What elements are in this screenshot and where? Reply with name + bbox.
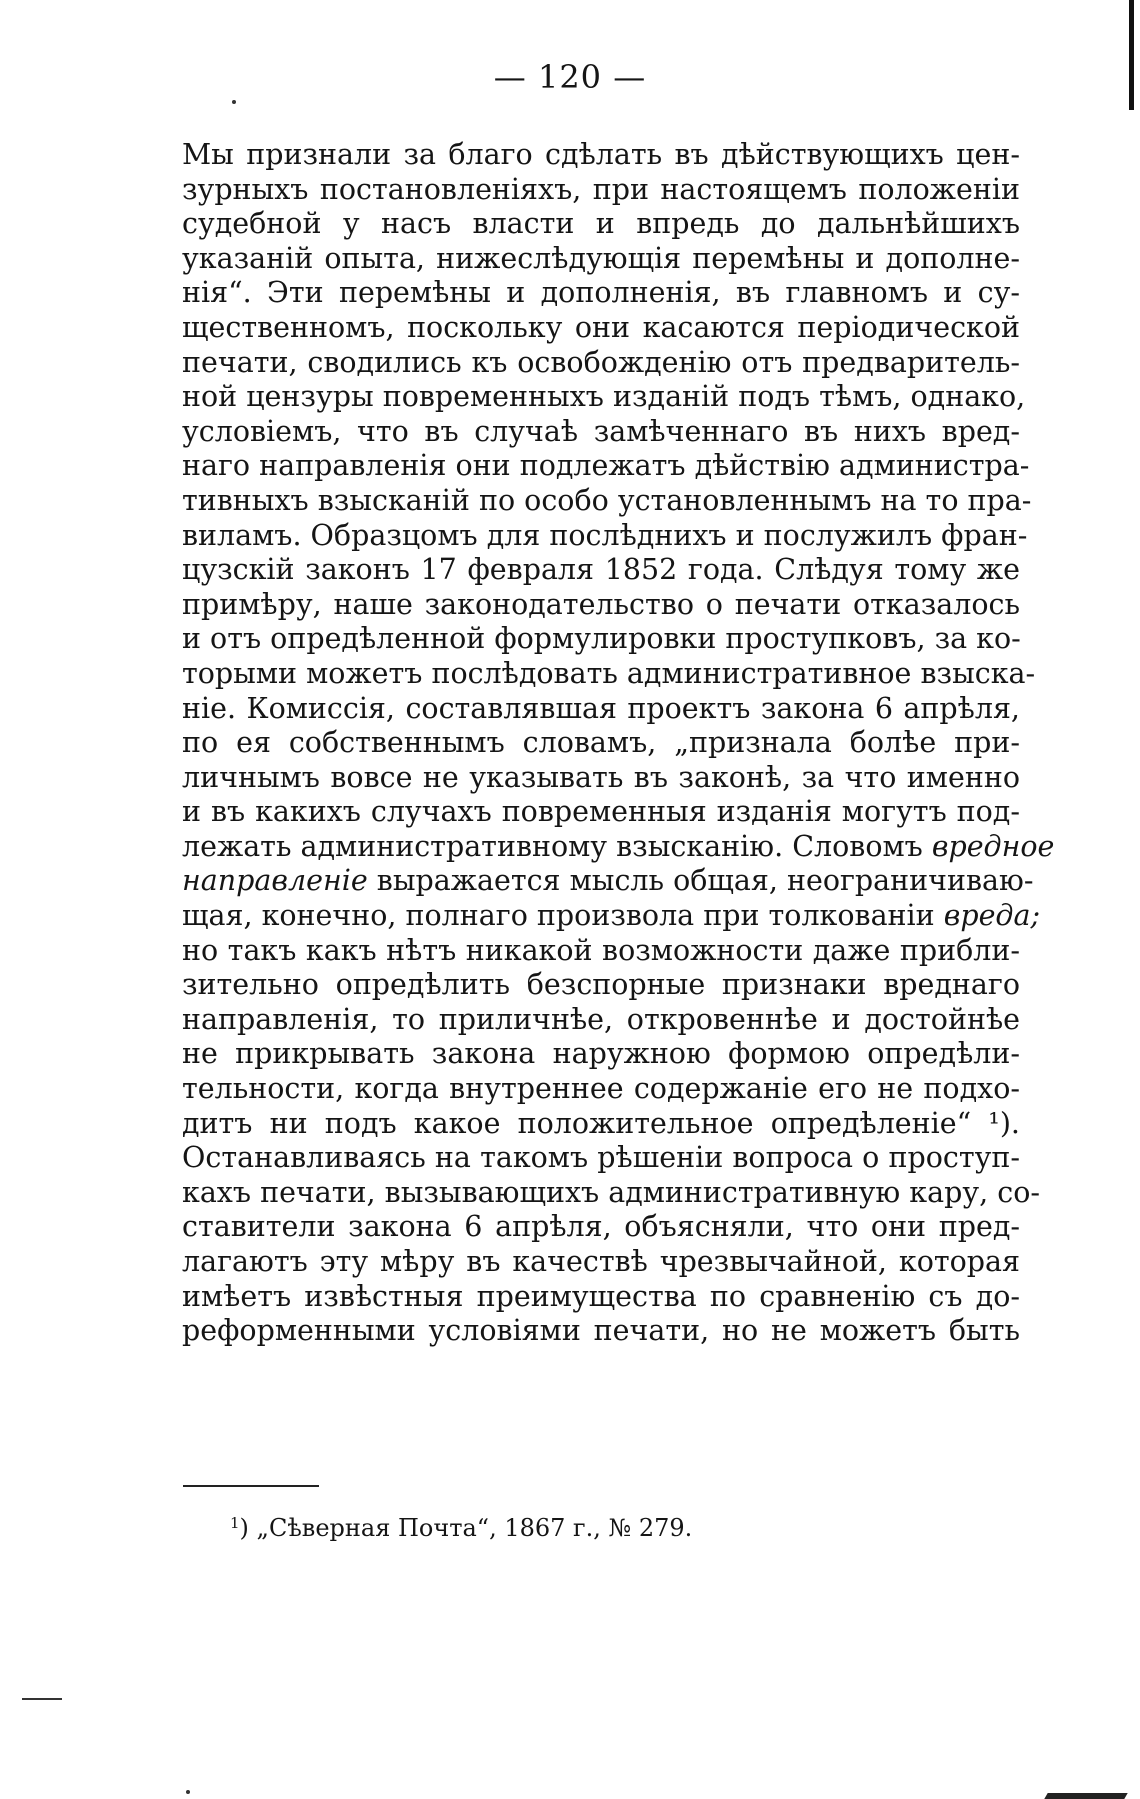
text-line: Мы признали за благо сдѣлать въ дѣйствующихъ цен- — [182, 138, 1020, 171]
footnote-rule — [183, 1485, 319, 1487]
text-line: судебной у насъ власти и впредь до дальнѣйшихъ — [182, 207, 1020, 241]
text-line: лагаютъ эту мѣру въ качествѣ чрезвычайной, которая — [182, 1245, 1020, 1278]
text-line: нія“. Эти перемѣны и дополненія, въ главномъ и су- — [182, 276, 1020, 310]
footnote — [230, 1508, 692, 1543]
text-segment: выражается мысль общая, неограничиваю- — [376, 864, 1034, 898]
text-line: ной цензуры повременныхъ изданій подъ тѣмъ, однако, — [182, 380, 1026, 414]
text-line: дитъ ни подъ какое положительное опредѣленіе“ ¹). — [182, 1106, 1020, 1140]
text-line: зительно опредѣлить безспорные признаки вреднаго — [182, 968, 1020, 1002]
text-segment: щая, конечно, полнаго произвола при толкованіи — [182, 899, 935, 933]
text-line: кахъ печати, вызывающихъ административную кару, со- — [182, 1175, 1040, 1209]
scan-edge-shadow-bottom — [1044, 1793, 1127, 1799]
text-line: но такъ какъ нѣтъ никакой возможности даже прибли- — [182, 933, 1020, 967]
italic-term: направленіе — [182, 864, 368, 898]
italic-term: вреда; — [943, 899, 1041, 933]
text-line: торыми можетъ послѣдовать административное взыска- — [182, 656, 1036, 690]
italic-term: вредное — [931, 829, 1055, 863]
text-line: не прикрывать закона наружною формою опредѣли- — [182, 1037, 1020, 1071]
body-text — [182, 138, 1055, 1349]
footnote-text: ) „Сѣверная Почта“, 1867 г., № 279. — [239, 1514, 693, 1542]
scan-speck — [232, 100, 236, 104]
text-line: цузскій законъ 17 февраля 1852 года. Слѣдуя тому же — [182, 553, 1020, 587]
text-line: реформенными условіями печати, но не можетъ быть — [182, 1314, 1020, 1348]
text-line: печати, сводились къ освобожденію отъ предваритель- — [182, 345, 1020, 379]
text-line: ніе. Комиссія, составлявшая проектъ закона 6 апрѣля, — [182, 691, 1020, 725]
text-line: личнымъ вовсе не указывать въ законѣ, за что именно — [182, 760, 1020, 794]
text-line: тельности, когда внутреннее содержаніе его не подхо- — [182, 1072, 1020, 1106]
text-line: зурныхъ постановленіяхъ, при настоящемъ положеніи — [182, 172, 1020, 206]
text-line: примѣру, наше законодательство о печати отказалось — [182, 587, 1020, 621]
scan-speck — [186, 1790, 190, 1794]
text-line: условіемъ, что въ случаѣ замѣченнаго въ нихъ вред- — [182, 414, 1020, 448]
text-line: щественномъ, поскольку они касаются періодической — [182, 310, 1020, 344]
text-segment: лежать административному взысканію. Словомъ — [182, 829, 923, 863]
footnote-marker: 1 — [230, 1514, 240, 1532]
scan-mark — [22, 1698, 62, 1700]
text-line: Останавливаясь на такомъ рѣшеніи вопроса о проступ- — [182, 1141, 1020, 1175]
text-line: и въ какихъ случахъ повременныя изданія могутъ под- — [182, 795, 1020, 829]
text-line: виламъ. Образцомъ для послѣднихъ и послужилъ фран- — [182, 518, 1028, 552]
page-number: — 120 — — [493, 58, 647, 96]
text-line-mixed — [182, 899, 1041, 934]
text-line: указаній опыта, нижеслѣдующія перемѣны и дополне- — [182, 241, 1020, 275]
text-line-mixed — [182, 829, 1055, 865]
text-line: по ея собственнымъ словамъ, „признала болѣе при- — [182, 726, 1020, 760]
text-line: ставители закона 6 апрѣля, объясняли, что они пред- — [182, 1210, 1020, 1244]
text-line-mixed — [182, 864, 1034, 899]
text-line: тивныхъ взысканій по особо установленнымъ на то пра- — [182, 483, 1032, 517]
text-line: и отъ опредѣленной формулировки проступковъ, за ко- — [182, 622, 1021, 656]
text-line: наго направленія они подлежатъ дѣйствію администра- — [182, 449, 1030, 483]
text-line: направленія, то приличнѣе, откровеннѣе и достойнѣе — [182, 1002, 1020, 1036]
text-line: имѣетъ извѣстныя преимущества по сравненію съ до- — [182, 1279, 1020, 1313]
